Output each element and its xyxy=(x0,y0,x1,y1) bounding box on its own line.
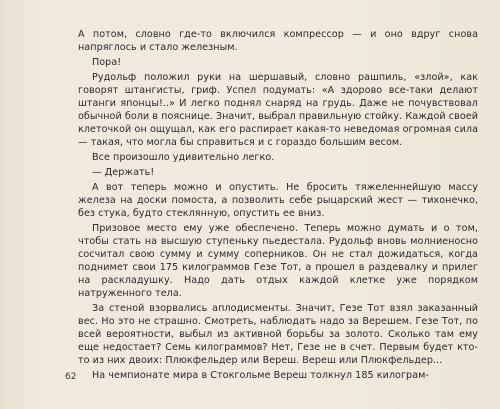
paragraph: Призовое место ему уже обеспечено. Теперь можно думать и о том, чтобы стать на высшую ступеньку пьедестала. Рудольф вновь молниеносно сосчитал свою сумму и сумму соперников. Он не стал дожидаться, когда поднимет свои 175 килограммов Гезе Тот, а прошел в раздевалку и прилег на раскладушку. Надо дать отдых каждой клетке уже порядком натруженного тела. xyxy=(78,223,478,299)
page-text xyxy=(78,29,478,385)
paragraph: За стеной взорвались аплодисменты. Значит, Гезе Тот взял заказанный вес. Но это не страшно. Смотреть, наблюдать надо за Верешем. Гезе Тот, по всей вероятности, выбыл из активной борьбы за золото. Сколько там ему еще недостает? Семь килограммов? Нет, Гезе не в счет. Первым будет кто-то из них двоих: Плюкфельдер или Вереш. Вереш или Плюкфельдер... xyxy=(78,303,478,366)
paragraph: А потом, словно где-то включился компрессор — и оно вдруг снова напряглось и стало железным. xyxy=(78,29,478,53)
paragraph: А вот теперь можно и опустить. Не бросить тяжеленнейшую массу железа на доски помоста, а позволить себе рыцарский жест — тихонечко, без стука, будто стеклянную, опустить ее вниз. xyxy=(78,182,478,220)
paragraph: Пора! xyxy=(92,57,122,69)
paragraph: Все произошло удивительно легко. xyxy=(92,152,275,164)
paragraph: Рудольф положил руки на шершавый, словно рашпиль, «злой», как говорят штангисты, гриф. Успел подумать: «А здорово все-таки делают штанги японцы!..» И легко поднял снаряд на грудь. Даже не почувствовал обычной боли в пояснице. Значит, выбрал правильную стойку. Каждой своей клеточкой он ощущал, как его распирает какая-то неведомая огромная сила — такая, что могла бы справиться и с гораздо большим весом. xyxy=(78,72,478,148)
paragraph: На чемпионате мира в Стокгольме Вереш толкнул 185 килограм- xyxy=(92,370,429,382)
paragraph: — Держать! xyxy=(92,167,155,179)
page-number: 62 xyxy=(65,372,77,382)
